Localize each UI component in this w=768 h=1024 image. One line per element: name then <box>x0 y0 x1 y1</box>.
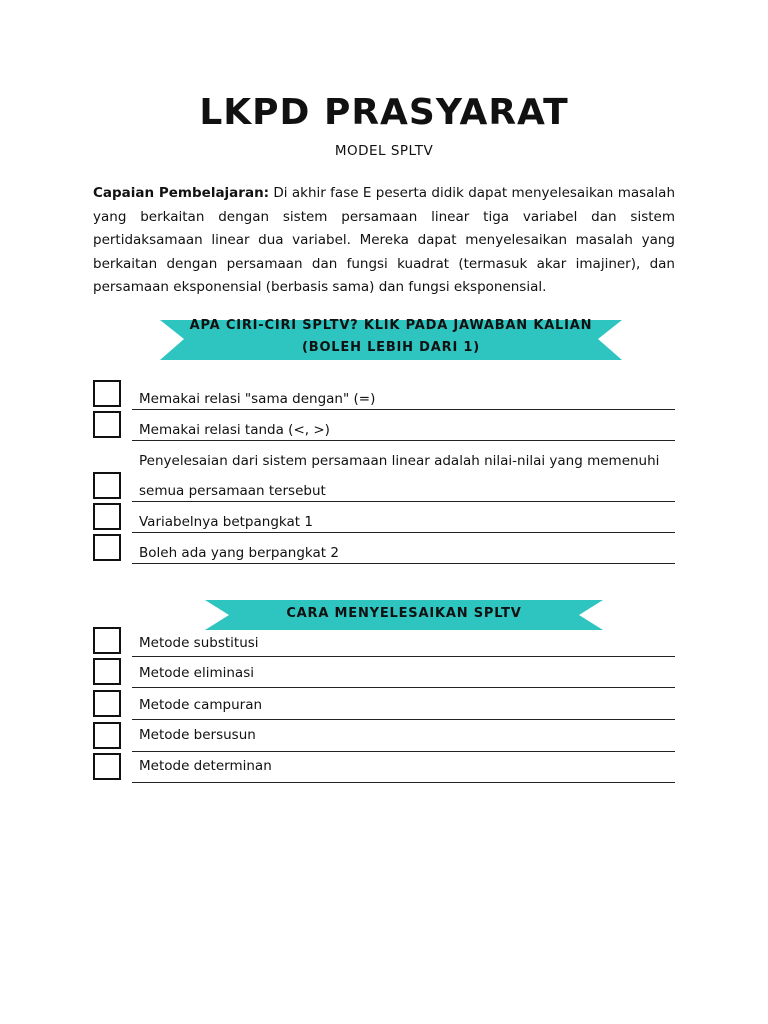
answer-line <box>132 440 675 441</box>
checkbox-metode-substitusi[interactable] <box>93 627 121 654</box>
learning-outcome-paragraph <box>93 182 675 300</box>
answer-line <box>132 409 675 410</box>
answer-line <box>132 563 675 564</box>
answer-line <box>132 656 675 657</box>
answer-line <box>132 782 675 783</box>
learning-outcome-text: Di akhir fase E peserta didik dapat menyelesaikan masalah yang berkaitan dengan sistem persamaan linear tiga variabel dan sistem pertidaksamaan linear dua variabel. Mereka dapat menyelesaikan masalah yang berkaitan dengan persamaan dan fungsi kuadrat (termasuk akar imajiner), dan persamaan eksponensial (berbasis sama) dan fungsi eksponensial. <box>93 185 676 295</box>
checkbox-metode-determinan[interactable] <box>93 753 121 780</box>
checkbox-penyelesaian[interactable] <box>93 472 121 499</box>
section1-banner <box>160 312 622 362</box>
checkbox-metode-bersusun[interactable] <box>93 722 121 749</box>
section2-banner <box>205 600 603 630</box>
option-label: Metode bersusun <box>139 727 256 743</box>
option-label: Memakai relasi "sama dengan" (=) <box>139 391 376 407</box>
option-label: Boleh ada yang berpangkat 2 <box>139 545 339 561</box>
page-title: LKPD PRASYARAT <box>199 92 569 133</box>
option-label-line2: semua persamaan tersebut <box>139 483 326 499</box>
checkbox-relasi-sama-dengan[interactable] <box>93 380 121 407</box>
option-label-line1: Penyelesaian dari sistem persamaan linear adalah nilai-nilai yang memenuhi <box>139 453 660 469</box>
answer-line <box>132 719 675 720</box>
answer-line <box>132 751 675 752</box>
learning-outcome-label: Capaian Pembelajaran: <box>93 185 270 201</box>
option-label: Memakai relasi tanda (<, >) <box>139 422 330 438</box>
checkbox-variabel-pangkat-1[interactable] <box>93 503 121 530</box>
option-label: Metode eliminasi <box>139 665 254 681</box>
answer-line <box>132 687 675 688</box>
section1-banner-line1: APA CIRI-CIRI SPLTV? KLIK PADA JAWABAN KALIAN <box>189 318 593 333</box>
checkbox-metode-eliminasi[interactable] <box>93 658 121 685</box>
checkbox-relasi-tanda[interactable] <box>93 411 121 438</box>
option-label: Metode campuran <box>139 697 263 713</box>
option-label: Metode substitusi <box>139 635 259 651</box>
section1-banner-line2: (BOLEH LEBIH DARI 1) <box>302 340 480 355</box>
option-label: Metode determinan <box>139 758 272 774</box>
checkbox-metode-campuran[interactable] <box>93 690 121 717</box>
option-label: Variabelnya betpangkat 1 <box>139 514 313 530</box>
checkbox-pangkat-2[interactable] <box>93 534 121 561</box>
page-subtitle: MODEL SPLTV <box>334 143 434 159</box>
answer-line <box>132 532 675 533</box>
answer-line <box>132 501 675 502</box>
section2-banner-title: CARA MENYELESAIKAN SPLTV <box>286 606 522 621</box>
